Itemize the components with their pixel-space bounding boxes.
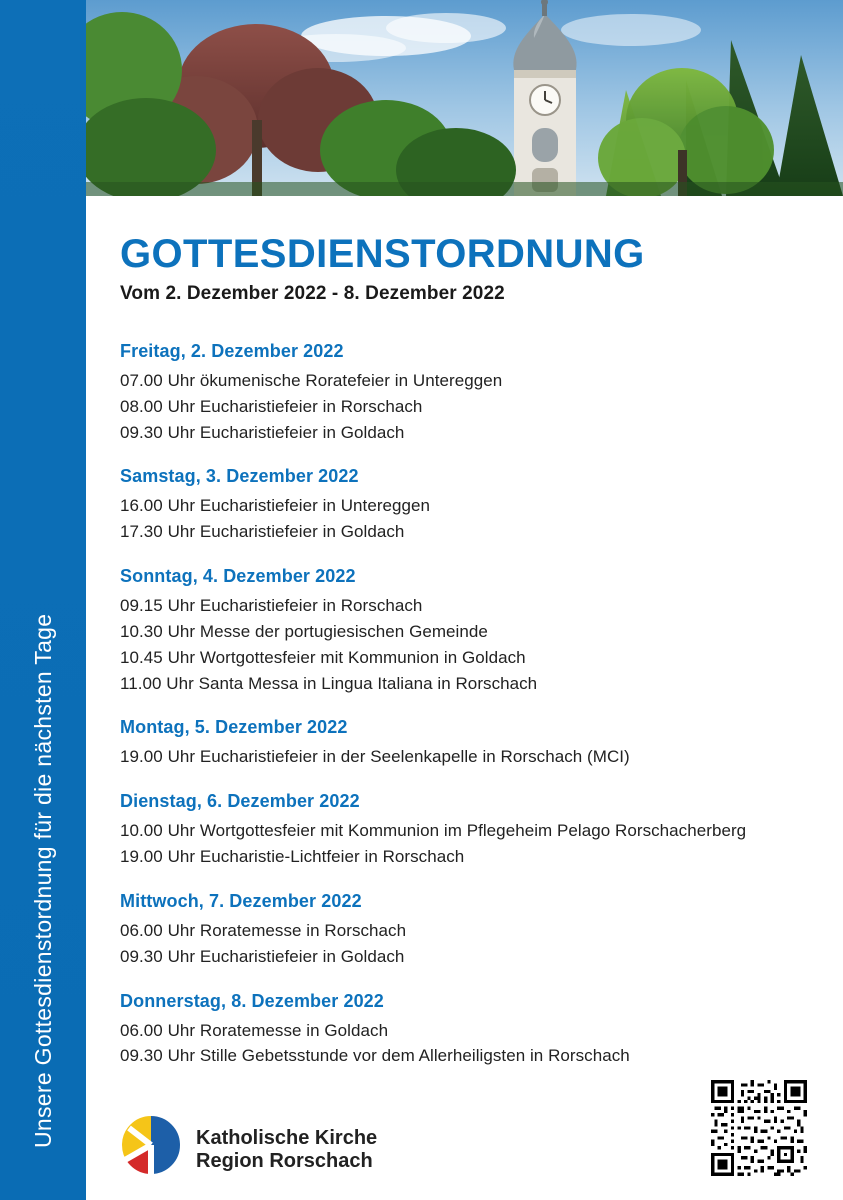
- day-block: [120, 791, 809, 870]
- day-heading: Donnerstag, 8. Dezember 2022: [120, 990, 384, 1011]
- header-photo: [86, 0, 843, 196]
- service-line: 06.00 Uhr Roratemesse in Rorschach: [120, 920, 407, 940]
- page-title: GOTTESDIENSTORDNUNG: [120, 232, 645, 276]
- day-block: [120, 566, 809, 696]
- date-range: Vom 2. Dezember 2022 - 8. Dezember 2022: [120, 283, 505, 304]
- service-line: 08.00 Uhr Eucharistiefeier in Rorschach: [120, 396, 423, 416]
- service-line: 17.30 Uhr Eucharistiefeier in Goldach: [120, 522, 405, 542]
- service-line: 09.15 Uhr Eucharistiefeier in Rorschach: [120, 596, 423, 616]
- organisation-name: [196, 1127, 377, 1174]
- service-line: 09.30 Uhr Eucharistiefeier in Goldach: [120, 422, 405, 442]
- church-photo-illustration: [86, 0, 843, 196]
- service-line: 09.30 Uhr Eucharistiefeier in Goldach: [120, 946, 405, 966]
- service-schedule: [120, 341, 809, 1069]
- organisation-line-1: Katholische Kirche: [196, 1126, 378, 1149]
- service-line: 10.45 Uhr Wortgottesfeier mit Kommunion in Goldach: [120, 647, 526, 667]
- day-block: [120, 717, 809, 770]
- service-line: 09.30 Uhr Stille Gebetsstunde vor dem Allerheiligsten in Rorschach: [120, 1046, 630, 1066]
- qr-code-icon[interactable]: [711, 1080, 807, 1176]
- day-heading: Montag, 5. Dezember 2022: [120, 717, 348, 738]
- service-line: 11.00 Uhr Santa Messa in Lingua Italiana in Rorschach: [120, 673, 538, 693]
- day-heading: Samstag, 3. Dezember 2022: [120, 466, 359, 487]
- kirche-logo-icon: [120, 1114, 182, 1176]
- day-heading: Dienstag, 6. Dezember 2022: [120, 791, 360, 812]
- day-heading: Sonntag, 4. Dezember 2022: [120, 566, 356, 587]
- day-heading: Freitag, 2. Dezember 2022: [120, 341, 344, 361]
- day-block: [120, 891, 809, 970]
- service-line: 19.00 Uhr Eucharistie-Lichtfeier in Rorschach: [120, 847, 465, 867]
- sidebar: [0, 0, 86, 1200]
- service-line: 19.00 Uhr Eucharistiefeier in der Seelenkapelle in Rorschach (MCI): [120, 747, 630, 767]
- organisation-line-2: Region Rorschach: [196, 1150, 373, 1173]
- day-block: [120, 341, 809, 445]
- day-heading: Mittwoch, 7. Dezember 2022: [120, 890, 362, 911]
- service-line: 06.00 Uhr Roratemesse in Goldach: [120, 1020, 389, 1040]
- service-line: 07.00 Uhr ökumenische Roratefeier in Untereggen: [120, 371, 503, 390]
- service-line: 10.00 Uhr Wortgottesfeier mit Kommunion im Pflegeheim Pelago Rorschacherberg: [120, 821, 747, 841]
- service-line: 16.00 Uhr Eucharistiefeier in Untereggen: [120, 496, 431, 516]
- footer: [86, 1050, 843, 1200]
- service-line: 10.30 Uhr Messe der portugiesischen Gemeinde: [120, 621, 488, 641]
- brand-lockup: [120, 1114, 377, 1178]
- sidebar-vertical-text: Unsere Gottesdienstordnung für die nächsten Tage: [29, 613, 56, 1148]
- day-block: [120, 466, 809, 545]
